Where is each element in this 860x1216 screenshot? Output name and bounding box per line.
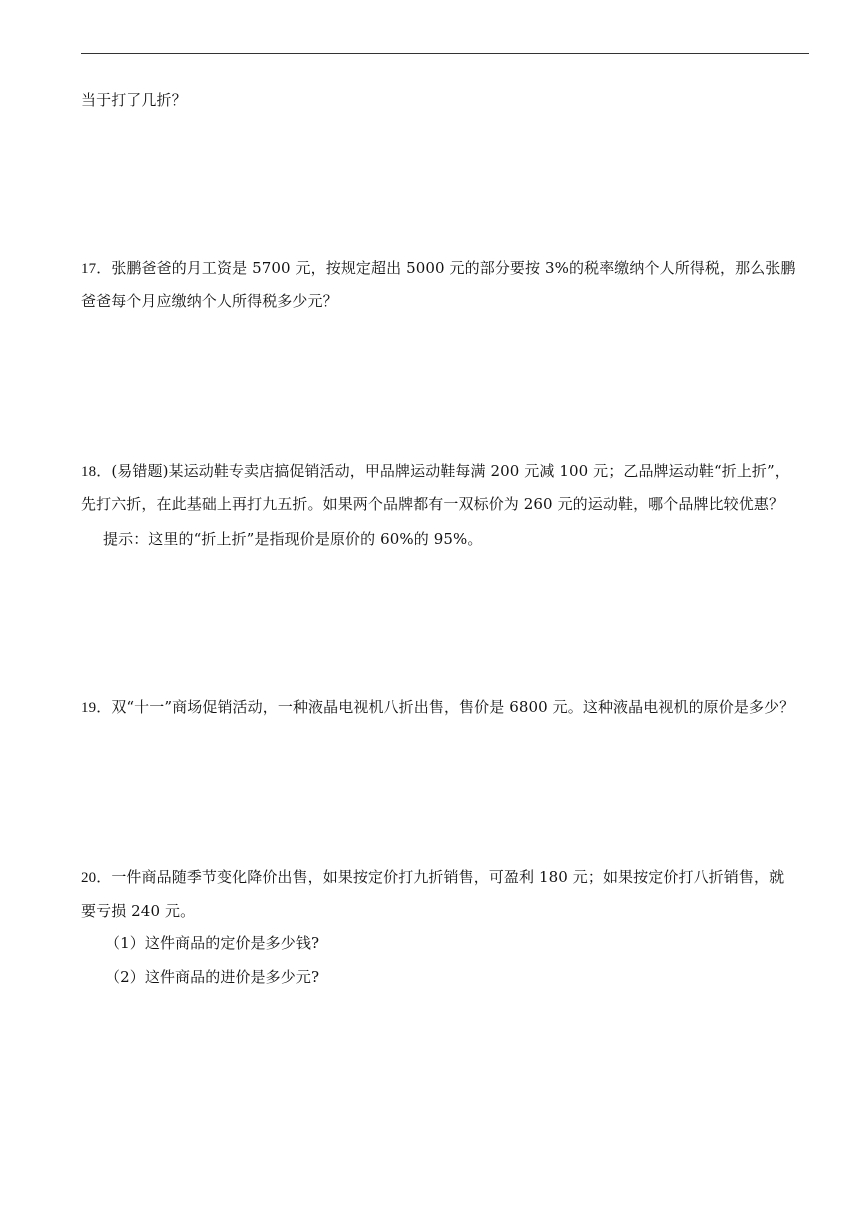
question-17-number: 17． [81, 261, 112, 277]
question-17-line-1 [81, 258, 796, 279]
question-20-text-1: 一件商品随季节变化降价出售，如果按定价打九折销售，可盈利 180 元；如果按定价打八折销售，就 [111, 868, 785, 886]
continuation-text: 当于打了几折？ [81, 91, 187, 109]
question-18-number: 18． [81, 464, 112, 480]
header-rule [81, 53, 809, 54]
question-19-text-1: 双“十一”商场促销活动，一种液晶电视机八折出售，售价是 6800 元。这种液晶电视机的原价是多少？ [111, 698, 795, 716]
question-20-text-2: 要亏损 240 元。 [81, 902, 196, 920]
question-18-text-2: 先打六折，在此基础上再打九五折。如果两个品牌都有一双标价为 260 元的运动鞋，哪个品牌比较优惠？ [81, 495, 785, 513]
question-18-text-1: (易错题)某运动鞋专卖店搞促销活动，甲品牌运动鞋每满 200 元减 100 元；乙品牌运动鞋“折上折”， [111, 462, 790, 480]
question-20-sub-1: （1）这件商品的定价是多少钱? [105, 934, 320, 952]
question-19-number: 19． [81, 700, 112, 716]
question-19-line-1 [81, 697, 794, 718]
question-17-text-2: 爸爸每个月应缴纳个人所得税多少元？ [81, 292, 338, 310]
question-20-number: 20． [81, 870, 112, 886]
question-20-line-1 [81, 867, 784, 888]
question-18-line-1 [81, 461, 790, 482]
question-17-text-1: 张鹏爸爸的月工资是 5700 元，按规定超出 5000 元的部分要按 3%的税率缴纳个人所得税，那么张鹏 [111, 259, 796, 277]
question-18-hint: 提示：这里的“折上折”是指现价是原价的 60%的 95%。 [103, 530, 483, 548]
question-20-sub-2: （2）这件商品的进价是多少元? [105, 968, 320, 986]
